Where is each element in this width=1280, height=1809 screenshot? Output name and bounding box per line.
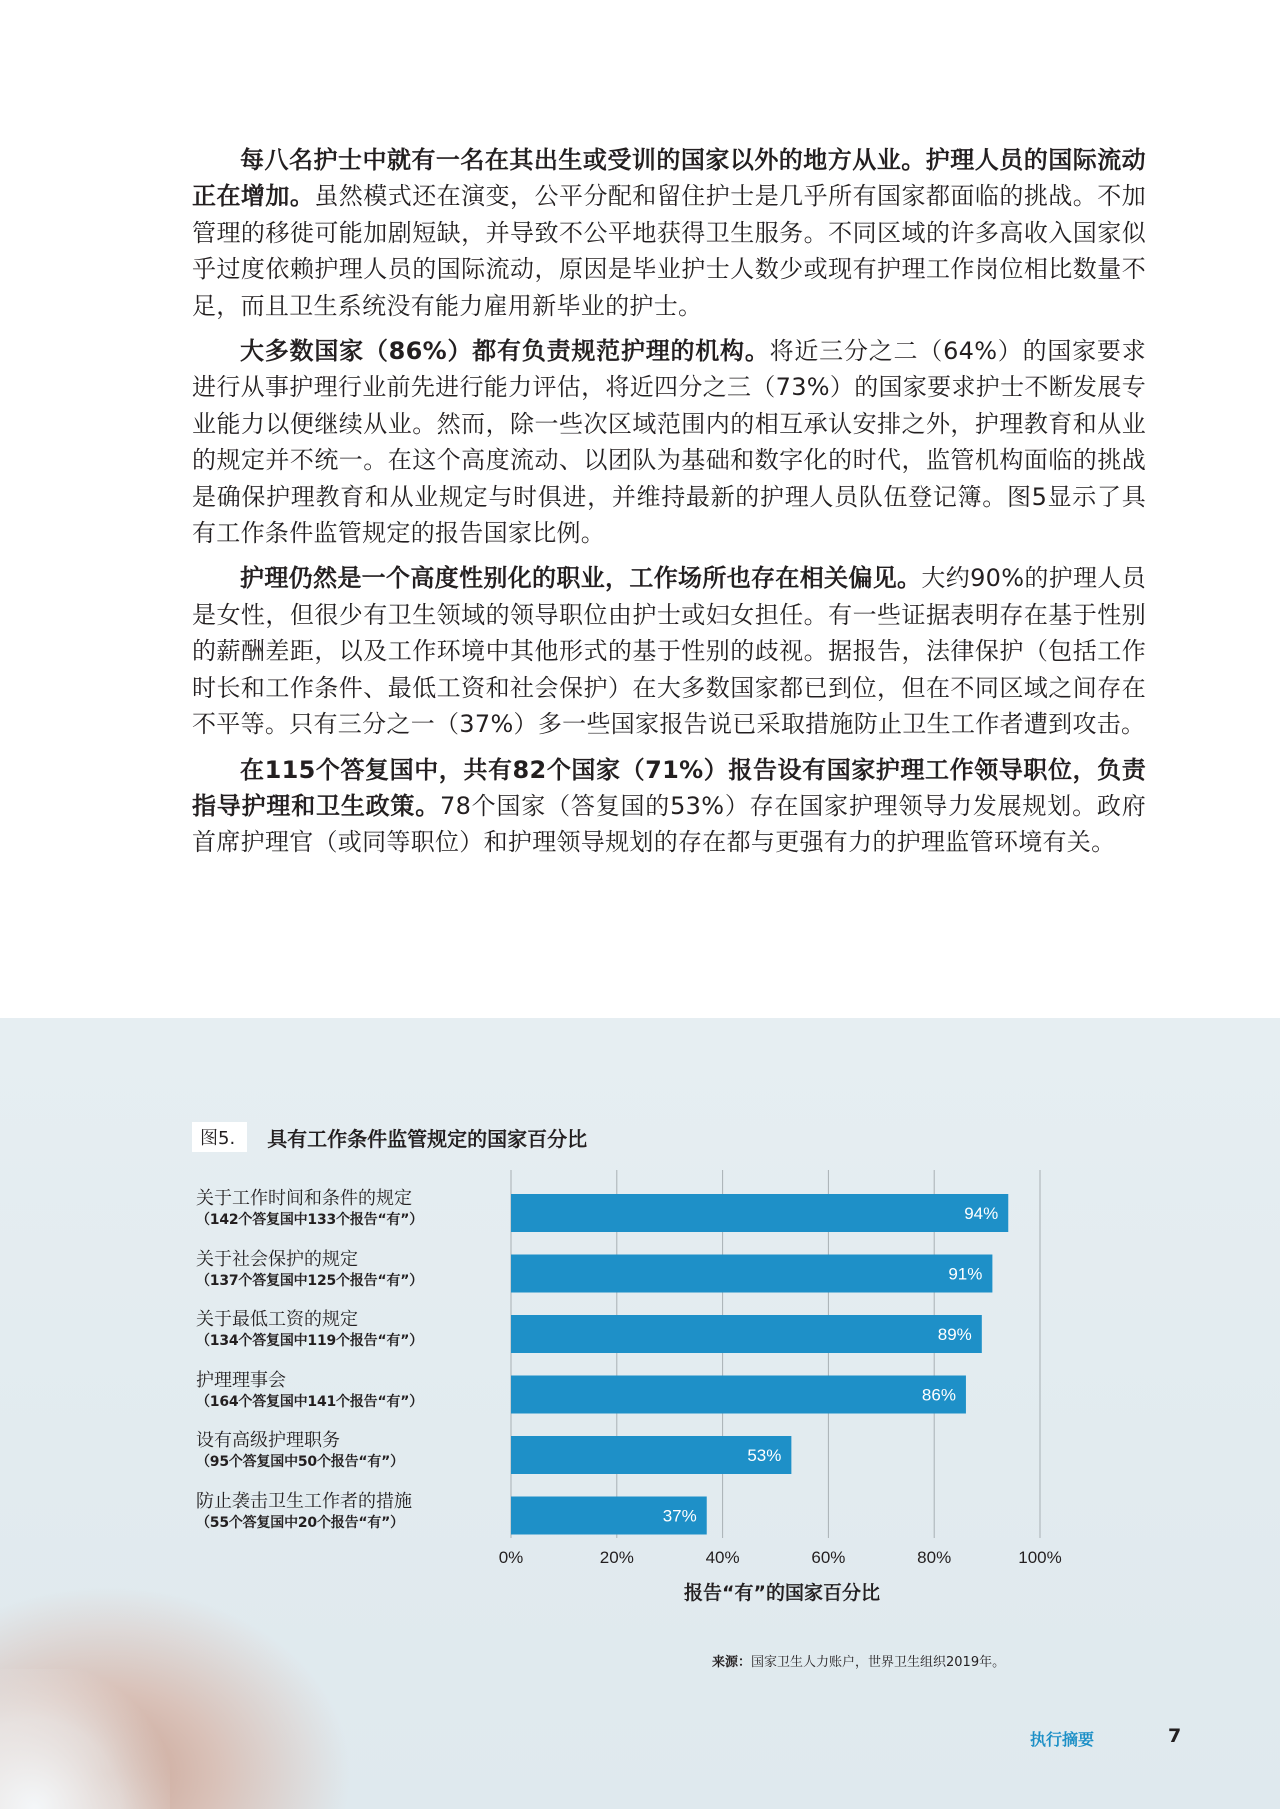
bar (511, 1194, 1008, 1232)
bar-value-label: 86% (921, 1385, 956, 1405)
bar-value-label: 89% (937, 1325, 972, 1344)
category-name: 设有高级护理职务 (196, 1430, 340, 1451)
bar-value-label: 94% (964, 1204, 999, 1223)
category-count: （137个答复国中125个报告“有”） (196, 1272, 424, 1289)
paragraph-body: 将近三分之二（64%）的国家要求进行从事护理行业前先进行能力评估，将近四分之三（73%）的国家要求护士不断发展专业能力以便继续从业。然而，除一些次区域范围内的相互承认安排之外，护理教育和从业的规定并不统一。在这个高度流动、以团队为基础和数字化的时代，监管机构面临的挑战是确保护理教育和从业规定与时俱进，并维持最新的护理人员队伍登记簿。图5显示了具有工作条件监管规定的报告国家比例。 (192, 337, 1146, 548)
category-name: 关于工作时间和条件的规定 (196, 1188, 412, 1209)
category-label (196, 1249, 496, 1291)
bar-chart (480, 1170, 1080, 1570)
paragraph-body: 虽然模式还在演变，公平分配和留住护士是几乎所有国家都面临的挑战。不加管理的移徙可能加剧短缺，并导致不公平地获得卫生服务。不同区域的许多高收入国家似乎过度依赖护理人员的国际流动，原因是毕业护士人数少或现有护理工作岗位相比数量不足，而且卫生系统没有能力雇用新毕业的护士。 (192, 182, 1146, 320)
paragraph (192, 560, 1146, 742)
bar (511, 1376, 966, 1414)
category-label (196, 1309, 496, 1351)
category-count: （142个答复国中133个报告“有”） (196, 1212, 424, 1228)
paragraph (192, 752, 1146, 861)
x-tick-label: 80% (917, 1548, 952, 1567)
bar-value-label: 37% (662, 1506, 697, 1526)
figure-heading (192, 1121, 587, 1153)
category-name: 关于最低工资的规定 (196, 1309, 358, 1330)
paragraph-lead: 大多数国家（86%）都有负责规范护理的机构。 (240, 337, 770, 366)
figure-number: 图5. (192, 1122, 247, 1152)
bar-value-label: 91% (948, 1264, 983, 1284)
x-tick-label: 40% (705, 1548, 740, 1567)
footer-section-title: 执行摘要 (1030, 1730, 1095, 1749)
background-photo-highlight (0, 1669, 170, 1809)
paragraph-body: 78个国家（答复国的53%）存在国家护理领导力发展规划。政府首席护理官（或同等职位）和护理领导规划的存在都与更强有力的护理监管环境有关。 (192, 791, 1146, 857)
x-axis-title: 报告“有”的国家百分比 (684, 1582, 880, 1604)
category-label (196, 1491, 496, 1533)
category-count: （134个答复国中119个报告“有”） (196, 1333, 424, 1349)
source-text: 国家卫生人力账户，世界卫生组织2019年。 (751, 1655, 1006, 1670)
category-count: （164个答复国中141个报告“有”） (196, 1393, 424, 1410)
x-tick-label: 100% (1018, 1548, 1062, 1567)
page-number: 7 (1168, 1725, 1182, 1747)
category-label (196, 1188, 496, 1230)
paragraph (192, 142, 1146, 324)
category-label (196, 1430, 496, 1472)
paragraph (192, 333, 1146, 551)
x-tick-label: 60% (811, 1548, 846, 1567)
category-name: 防止袭击卫生工作者的措施 (196, 1490, 412, 1512)
figure-title: 具有工作条件监管规定的国家百分比 (267, 1126, 588, 1151)
source-label: 来源： (712, 1655, 752, 1670)
bar (511, 1315, 982, 1353)
bar-value-label: 53% (747, 1446, 782, 1465)
paragraph-lead: 护理仍然是一个高度性别化的职业，工作场所也存在相关偏见。 (240, 564, 922, 593)
category-name: 关于社会保护的规定 (196, 1248, 358, 1270)
category-name: 护理理事会 (196, 1369, 286, 1391)
paragraph-lead: 每八名护士中就有一名在其出生或受训的国家以外的地方从业。护理人员的国际流动正在增加。 (192, 146, 1146, 211)
source-note (712, 1651, 1005, 1670)
body-text (192, 142, 1146, 870)
paragraph-body: 大约90%的护理人员是女性，但很少有卫生领域的领导职位由护士或妇女担任。有一些证据表明存在基于性别的薪酬差距，以及工作环境中其他形式的基于性别的歧视。据报告，法律保护（包括工作时长和工作条件、最低工资和社会保护）在大多数国家都已到位，但在不同区域之间存在不平等。只有三分之一（37%）多一些国家报告说已采取措施防止卫生工作者遭到攻击。 (192, 564, 1146, 739)
x-tick-label: 0% (498, 1548, 524, 1567)
bar (511, 1255, 992, 1293)
x-tick-label: 20% (599, 1548, 634, 1567)
category-count: （95个答复国中50个报告“有”） (196, 1454, 404, 1470)
paragraph-lead: 在115个答复国中，共有82个国家（71%）报告设有国家护理工作领导职位，负责指导护理和卫生政策。 (192, 755, 1146, 820)
category-count: （55个答复国中20个报告“有”） (196, 1514, 404, 1531)
category-label (196, 1370, 496, 1412)
